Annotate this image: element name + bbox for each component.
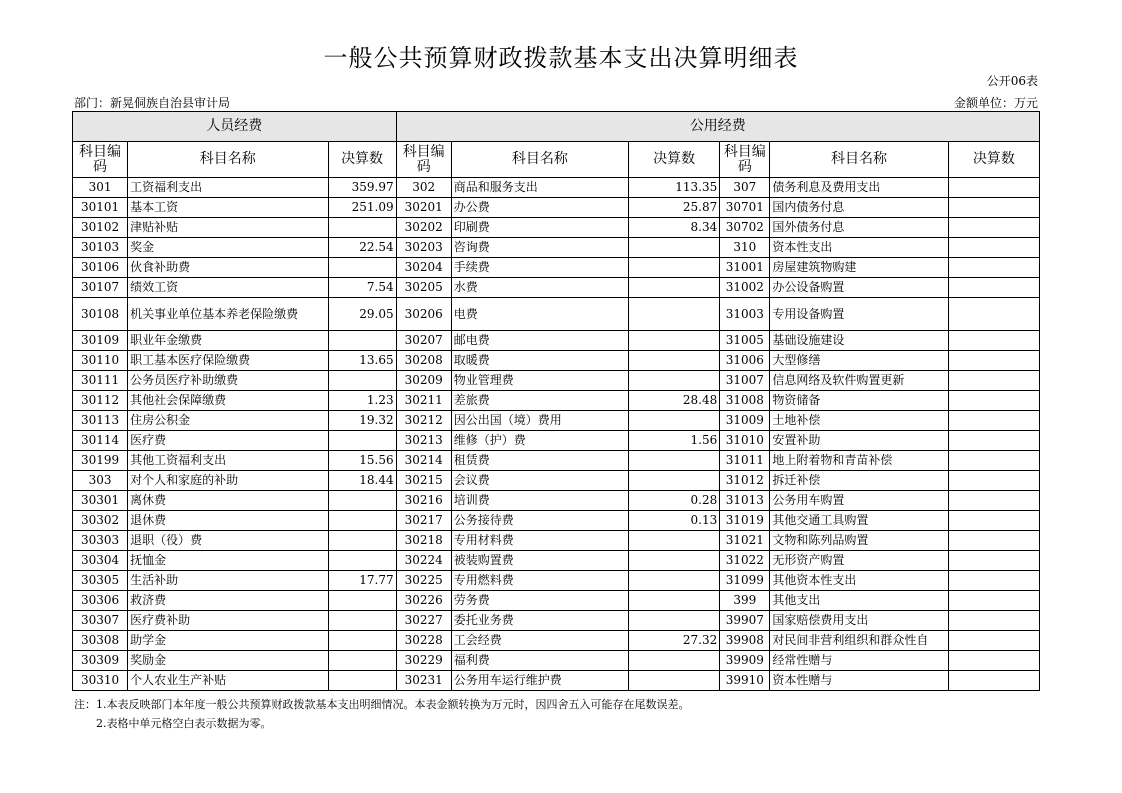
name-cell: 劳务费 (451, 591, 628, 611)
amount-cell (948, 591, 1039, 611)
code-cell: 30103 (73, 238, 128, 258)
name-cell: 退休费 (128, 511, 328, 531)
table-row (73, 331, 1040, 351)
table-row (73, 531, 1040, 551)
name-cell: 维修（护）费 (451, 431, 628, 451)
table-row (73, 178, 1040, 198)
name-cell: 土地补偿 (770, 411, 948, 431)
name-cell: 培训费 (451, 491, 628, 511)
amount-cell (328, 371, 396, 391)
name-cell: 无形资产购置 (770, 551, 948, 571)
amount-cell: 7.54 (328, 278, 396, 298)
amount-cell (328, 651, 396, 671)
amount-cell (948, 278, 1039, 298)
code-cell: 30204 (396, 258, 451, 278)
unit-label: 金额单位：万元 (953, 96, 1038, 110)
name-cell: 其他交通工具购置 (770, 511, 948, 531)
footnote-2: 2.表格中单元格空白表示数据为零。 (96, 717, 272, 730)
code-cell: 302 (396, 178, 451, 198)
name-cell: 基本工资 (128, 198, 328, 218)
table-row (73, 551, 1040, 571)
code-cell: 30305 (73, 571, 128, 591)
amount-cell (328, 511, 396, 531)
code-cell: 30307 (73, 611, 128, 631)
table-row (73, 278, 1040, 298)
code-cell: 30212 (396, 411, 451, 431)
name-cell: 住房公积金 (128, 411, 328, 431)
name-cell: 其他资本性支出 (770, 571, 948, 591)
name-cell: 其他工资福利支出 (128, 451, 328, 471)
name-cell: 会议费 (451, 471, 628, 491)
code-cell: 30218 (396, 531, 451, 551)
code-cell: 30110 (73, 351, 128, 371)
code-cell: 30203 (396, 238, 451, 258)
code-cell: 30309 (73, 651, 128, 671)
code-cell: 31010 (720, 431, 770, 451)
code-cell: 31011 (720, 451, 770, 471)
name-cell: 医疗费补助 (128, 611, 328, 631)
amount-cell: 1.56 (629, 431, 720, 451)
name-cell: 福利费 (451, 651, 628, 671)
page-title: 一般公共预算财政拨款基本支出决算明细表 (323, 44, 799, 72)
name-cell: 国家赔偿费用支出 (770, 611, 948, 631)
amount-cell (948, 298, 1039, 331)
column-header-row (73, 142, 1040, 178)
code-cell: 31001 (720, 258, 770, 278)
name-cell: 公务用车购置 (770, 491, 948, 511)
table-row (73, 198, 1040, 218)
amount-cell (629, 371, 720, 391)
header-code: 科目编码 (396, 142, 451, 178)
amount-cell (948, 258, 1039, 278)
code-cell: 30217 (396, 511, 451, 531)
name-cell: 津贴补贴 (128, 218, 328, 238)
code-cell: 303 (73, 471, 128, 491)
amount-cell (629, 651, 720, 671)
name-cell: 文物和陈列品购置 (770, 531, 948, 551)
footnotes (74, 695, 690, 733)
amount-cell (948, 611, 1039, 631)
code-cell: 30701 (720, 198, 770, 218)
code-cell: 30215 (396, 471, 451, 491)
amount-cell (629, 611, 720, 631)
amount-cell (948, 651, 1039, 671)
code-cell: 39909 (720, 651, 770, 671)
name-cell: 办公设备购置 (770, 278, 948, 298)
table-row (73, 371, 1040, 391)
amount-cell (328, 491, 396, 511)
code-cell: 30109 (73, 331, 128, 351)
code-cell: 30209 (396, 371, 451, 391)
amount-cell: 22.54 (328, 238, 396, 258)
code-cell: 30101 (73, 198, 128, 218)
amount-cell: 18.44 (328, 471, 396, 491)
code-cell: 31012 (720, 471, 770, 491)
header-code: 科目编码 (720, 142, 770, 178)
name-cell: 对民间非营利组织和群众性自 (770, 631, 948, 651)
amount-cell (948, 178, 1039, 198)
amount-cell (629, 278, 720, 298)
table-row (73, 491, 1040, 511)
name-cell: 个人农业生产补贴 (128, 671, 328, 691)
amount-cell: 27.32 (629, 631, 720, 651)
name-cell: 离休费 (128, 491, 328, 511)
code-cell: 399 (720, 591, 770, 611)
name-cell: 水费 (451, 278, 628, 298)
name-cell: 公务用车运行维护费 (451, 671, 628, 691)
name-cell: 办公费 (451, 198, 628, 218)
code-cell: 30227 (396, 611, 451, 631)
header-amount: 决算数 (948, 142, 1039, 178)
amount-cell (629, 571, 720, 591)
code-cell: 31003 (720, 298, 770, 331)
code-cell: 30306 (73, 591, 128, 611)
code-cell: 31019 (720, 511, 770, 531)
code-cell: 30229 (396, 651, 451, 671)
amount-cell (328, 258, 396, 278)
table-row (73, 351, 1040, 371)
code-cell: 30213 (396, 431, 451, 451)
table-row (73, 431, 1040, 451)
code-cell: 31005 (720, 331, 770, 351)
name-cell: 救济费 (128, 591, 328, 611)
amount-cell (948, 671, 1039, 691)
code-cell: 301 (73, 178, 128, 198)
name-cell: 拆迁补偿 (770, 471, 948, 491)
amount-cell (629, 471, 720, 491)
expenditure-table (72, 111, 1040, 691)
amount-cell (948, 351, 1039, 371)
name-cell: 职业年金缴费 (128, 331, 328, 351)
code-cell: 30310 (73, 671, 128, 691)
header-name: 科目名称 (770, 142, 948, 178)
name-cell: 被装购置费 (451, 551, 628, 571)
header-amount: 决算数 (629, 142, 720, 178)
name-cell: 助学金 (128, 631, 328, 651)
name-cell: 伙食补助费 (128, 258, 328, 278)
amount-cell: 251.09 (328, 198, 396, 218)
name-cell: 租赁费 (451, 451, 628, 471)
name-cell: 医疗费 (128, 431, 328, 451)
table-row (73, 611, 1040, 631)
name-cell: 委托业务费 (451, 611, 628, 631)
section-public: 公用经费 (396, 112, 1039, 142)
amount-cell (328, 531, 396, 551)
name-cell: 差旅费 (451, 391, 628, 411)
amount-cell: 113.35 (629, 178, 720, 198)
table-row (73, 511, 1040, 531)
code-cell: 310 (720, 238, 770, 258)
name-cell: 退职（役）费 (128, 531, 328, 551)
header-code: 科目编码 (73, 142, 128, 178)
name-cell: 信息网络及软件购置更新 (770, 371, 948, 391)
code-cell: 31022 (720, 551, 770, 571)
table-row (73, 591, 1040, 611)
amount-cell (328, 331, 396, 351)
code-cell: 31009 (720, 411, 770, 431)
header-amount: 决算数 (328, 142, 396, 178)
name-cell: 工资福利支出 (128, 178, 328, 198)
name-cell: 电费 (451, 298, 628, 331)
code-cell: 39908 (720, 631, 770, 651)
amount-cell (328, 551, 396, 571)
table-row (73, 651, 1040, 671)
amount-cell (948, 198, 1039, 218)
amount-cell: 0.28 (629, 491, 720, 511)
table-row (73, 451, 1040, 471)
code-cell: 30111 (73, 371, 128, 391)
code-cell: 30301 (73, 491, 128, 511)
code-cell: 30108 (73, 298, 128, 331)
name-cell: 机关事业单位基本养老保险缴费 (128, 298, 328, 331)
amount-cell: 0.13 (629, 511, 720, 531)
code-cell: 30308 (73, 631, 128, 651)
section-header-row (73, 112, 1040, 142)
name-cell: 印刷费 (451, 218, 628, 238)
amount-cell (948, 431, 1039, 451)
code-cell: 30114 (73, 431, 128, 451)
name-cell: 专用燃料费 (451, 571, 628, 591)
name-cell: 资本性支出 (770, 238, 948, 258)
department-label: 部门：新晃侗族自治县审计局 (74, 96, 231, 110)
name-cell: 对个人和家庭的补助 (128, 471, 328, 491)
name-cell: 抚恤金 (128, 551, 328, 571)
name-cell: 商品和服务支出 (451, 178, 628, 198)
amount-cell (328, 218, 396, 238)
name-cell: 咨询费 (451, 238, 628, 258)
code-cell: 30211 (396, 391, 451, 411)
code-cell: 307 (720, 178, 770, 198)
header-name: 科目名称 (128, 142, 328, 178)
name-cell: 国内债务付息 (770, 198, 948, 218)
amount-cell (948, 451, 1039, 471)
code-cell: 30206 (396, 298, 451, 331)
amount-cell: 13.65 (328, 351, 396, 371)
code-cell: 30303 (73, 531, 128, 551)
code-cell: 30231 (396, 671, 451, 691)
code-cell: 30201 (396, 198, 451, 218)
amount-cell (629, 451, 720, 471)
code-cell: 39910 (720, 671, 770, 691)
code-cell: 30702 (720, 218, 770, 238)
name-cell: 大型修缮 (770, 351, 948, 371)
code-cell: 31007 (720, 371, 770, 391)
amount-cell (629, 351, 720, 371)
amount-cell: 8.34 (629, 218, 720, 238)
code-cell: 30107 (73, 278, 128, 298)
amount-cell (948, 218, 1039, 238)
name-cell: 奖金 (128, 238, 328, 258)
name-cell: 物资储备 (770, 391, 948, 411)
name-cell: 物业管理费 (451, 371, 628, 391)
table-row (73, 258, 1040, 278)
amount-cell (948, 511, 1039, 531)
code-cell: 30205 (396, 278, 451, 298)
amount-cell: 19.32 (328, 411, 396, 431)
amount-cell (948, 391, 1039, 411)
amount-cell: 25.87 (629, 198, 720, 218)
amount-cell (629, 411, 720, 431)
code-cell: 31002 (720, 278, 770, 298)
table-row (73, 298, 1040, 331)
code-cell: 30214 (396, 451, 451, 471)
amount-cell (629, 298, 720, 331)
amount-cell (948, 571, 1039, 591)
amount-cell (629, 591, 720, 611)
name-cell: 手续费 (451, 258, 628, 278)
code-cell: 31006 (720, 351, 770, 371)
name-cell: 债务利息及费用支出 (770, 178, 948, 198)
code-cell: 30228 (396, 631, 451, 651)
name-cell: 基础设施建设 (770, 331, 948, 351)
amount-cell (948, 531, 1039, 551)
name-cell: 生活补助 (128, 571, 328, 591)
code-cell: 31099 (720, 571, 770, 591)
name-cell: 工会经费 (451, 631, 628, 651)
amount-cell (328, 591, 396, 611)
table-row (73, 671, 1040, 691)
table-row (73, 411, 1040, 431)
code-cell: 31013 (720, 491, 770, 511)
amount-cell (328, 431, 396, 451)
amount-cell (629, 531, 720, 551)
code-cell: 30207 (396, 331, 451, 351)
name-cell: 专用设备购置 (770, 298, 948, 331)
name-cell: 公务员医疗补助缴费 (128, 371, 328, 391)
header-name: 科目名称 (451, 142, 628, 178)
table-row (73, 391, 1040, 411)
table-row (73, 631, 1040, 651)
amount-cell (328, 611, 396, 631)
amount-cell (629, 258, 720, 278)
code-cell: 30106 (73, 258, 128, 278)
name-cell: 绩效工资 (128, 278, 328, 298)
amount-cell: 17.77 (328, 571, 396, 591)
table-row (73, 571, 1040, 591)
name-cell: 安置补助 (770, 431, 948, 451)
table-row (73, 238, 1040, 258)
code-cell: 30202 (396, 218, 451, 238)
amount-cell: 15.56 (328, 451, 396, 471)
name-cell: 取暖费 (451, 351, 628, 371)
code-cell: 30208 (396, 351, 451, 371)
table-code: 公开06表 (986, 74, 1038, 88)
code-cell: 30304 (73, 551, 128, 571)
code-cell: 30225 (396, 571, 451, 591)
code-cell: 30216 (396, 491, 451, 511)
name-cell: 房屋建筑物购建 (770, 258, 948, 278)
code-cell: 30199 (73, 451, 128, 471)
name-cell: 经常性赠与 (770, 651, 948, 671)
amount-cell (328, 631, 396, 651)
amount-cell (629, 331, 720, 351)
name-cell: 资本性赠与 (770, 671, 948, 691)
amount-cell: 359.97 (328, 178, 396, 198)
amount-cell (948, 371, 1039, 391)
amount-cell (948, 331, 1039, 351)
name-cell: 地上附着物和青苗补偿 (770, 451, 948, 471)
name-cell: 其他社会保障缴费 (128, 391, 328, 411)
amount-cell (948, 491, 1039, 511)
code-cell: 39907 (720, 611, 770, 631)
amount-cell: 1.23 (328, 391, 396, 411)
amount-cell (948, 551, 1039, 571)
name-cell: 其他支出 (770, 591, 948, 611)
amount-cell (948, 238, 1039, 258)
code-cell: 30224 (396, 551, 451, 571)
code-cell: 30102 (73, 218, 128, 238)
name-cell: 奖励金 (128, 651, 328, 671)
amount-cell (328, 671, 396, 691)
code-cell: 31008 (720, 391, 770, 411)
name-cell: 公务接待费 (451, 511, 628, 531)
amount-cell (948, 471, 1039, 491)
name-cell: 国外债务付息 (770, 218, 948, 238)
amount-cell: 28.48 (629, 391, 720, 411)
name-cell: 专用材料费 (451, 531, 628, 551)
name-cell: 邮电费 (451, 331, 628, 351)
name-cell: 职工基本医疗保险缴费 (128, 351, 328, 371)
code-cell: 30112 (73, 391, 128, 411)
footnote-1: 注：1.本表反映部门本年度一般公共预算财政拨款基本支出明细情况。本表金额转换为万元时，因四舍五入可能存在尾数误差。 (74, 698, 690, 711)
amount-cell (948, 631, 1039, 651)
amount-cell (629, 238, 720, 258)
code-cell: 30226 (396, 591, 451, 611)
amount-cell: 29.05 (328, 298, 396, 331)
table-row (73, 218, 1040, 238)
amount-cell (629, 551, 720, 571)
name-cell: 因公出国（境）费用 (451, 411, 628, 431)
amount-cell (948, 411, 1039, 431)
code-cell: 30302 (73, 511, 128, 531)
section-personnel: 人员经费 (73, 112, 397, 142)
amount-cell (629, 671, 720, 691)
table-row (73, 471, 1040, 491)
code-cell: 30113 (73, 411, 128, 431)
code-cell: 31021 (720, 531, 770, 551)
